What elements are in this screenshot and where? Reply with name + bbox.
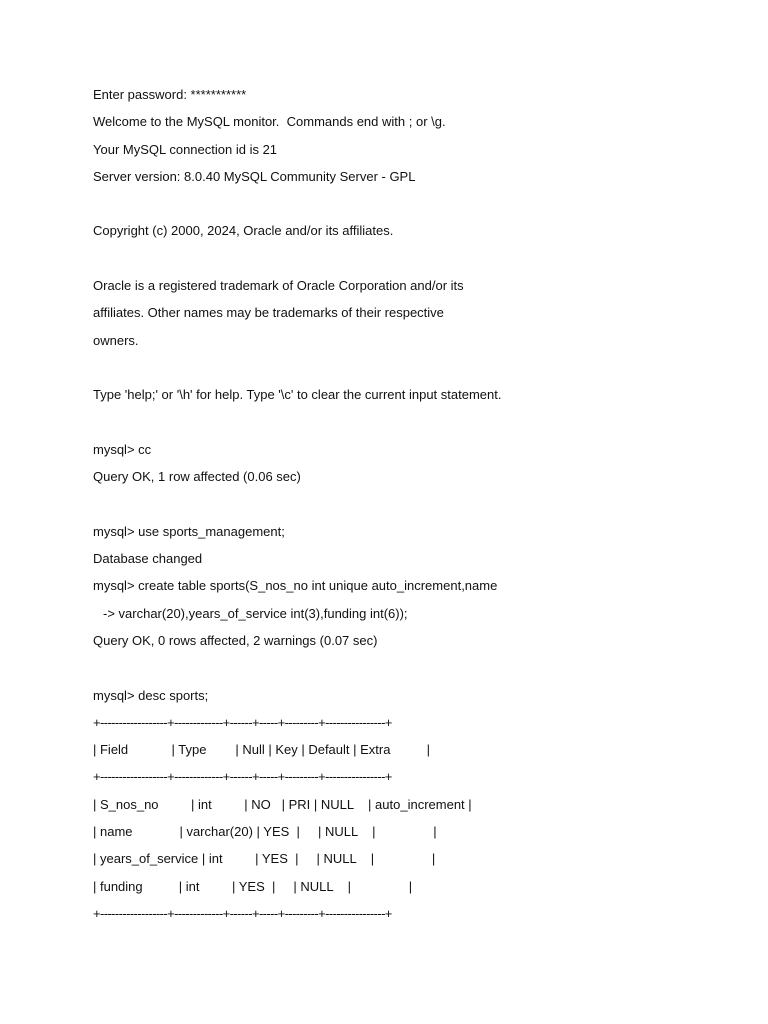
- query-ok-line: Query OK, 1 row affected (0.06 sec): [93, 469, 301, 485]
- table-row: | name | varchar(20) | YES | | NULL | |: [93, 824, 437, 840]
- trademark-line-1: Oracle is a registered trademark of Oracle Corporation and/or its: [93, 278, 464, 294]
- table-border-bottom: +------------------+-------------+------+-----+---------+----------------+: [93, 905, 392, 921]
- query-ok-warnings-line: Query OK, 0 rows affected, 2 warnings (0.07 sec): [93, 632, 378, 648]
- table-border-top: +------------------+-------------+------+-----+---------+----------------+: [93, 714, 392, 730]
- blank-line: [93, 659, 733, 686]
- database-changed-line: Database changed: [93, 551, 203, 567]
- copyright-line: Copyright (c) 2000, 2024, Oracle and/or its affiliates.: [93, 223, 394, 239]
- blank-line: [93, 250, 733, 277]
- trademark-line-2: affiliates. Other names may be trademarks of their respective: [93, 305, 444, 321]
- server-version-line: Server version: 8.0.40 MySQL Community Server - GPL: [93, 168, 416, 184]
- command-create-continuation-line: -> varchar(20),years_of_service int(3),funding int(6));: [103, 605, 408, 621]
- table-row: | years_of_service | int | YES | | NULL | |: [93, 851, 436, 867]
- command-desc-line: mysql> desc sports;: [93, 687, 209, 703]
- password-prompt-line: Enter password: ***********: [93, 87, 247, 102]
- help-line: Type 'help;' or '\h' for help. Type '\c' to clear the current input statement.: [93, 387, 502, 403]
- table-row: | funding | int | YES | | NULL | |: [93, 878, 413, 894]
- command-cc-line: mysql> cc: [93, 441, 152, 457]
- blank-line: [93, 414, 733, 441]
- blank-line: [93, 359, 733, 386]
- trademark-line-3: owners.: [93, 332, 139, 348]
- blank-line: [93, 195, 733, 222]
- command-use-line: mysql> use sports_management;: [93, 523, 285, 539]
- welcome-line: Welcome to the MySQL monitor. Commands end with ; or \g.: [93, 114, 446, 130]
- table-row: | S_nos_no | int | NO | PRI | NULL | auto_increment |: [93, 796, 472, 812]
- table-border-header: +------------------+-------------+------+-----+---------+----------------+: [93, 769, 392, 785]
- blank-line: [93, 495, 733, 522]
- document-page: [93, 86, 733, 932]
- command-create-line: mysql> create table sports(S_nos_no int unique auto_increment,name: [93, 578, 498, 594]
- connection-id-line: Your MySQL connection id is 21: [93, 141, 278, 157]
- table-header-row: | Field | Type | Null | Key | Default | Extra |: [93, 742, 430, 758]
